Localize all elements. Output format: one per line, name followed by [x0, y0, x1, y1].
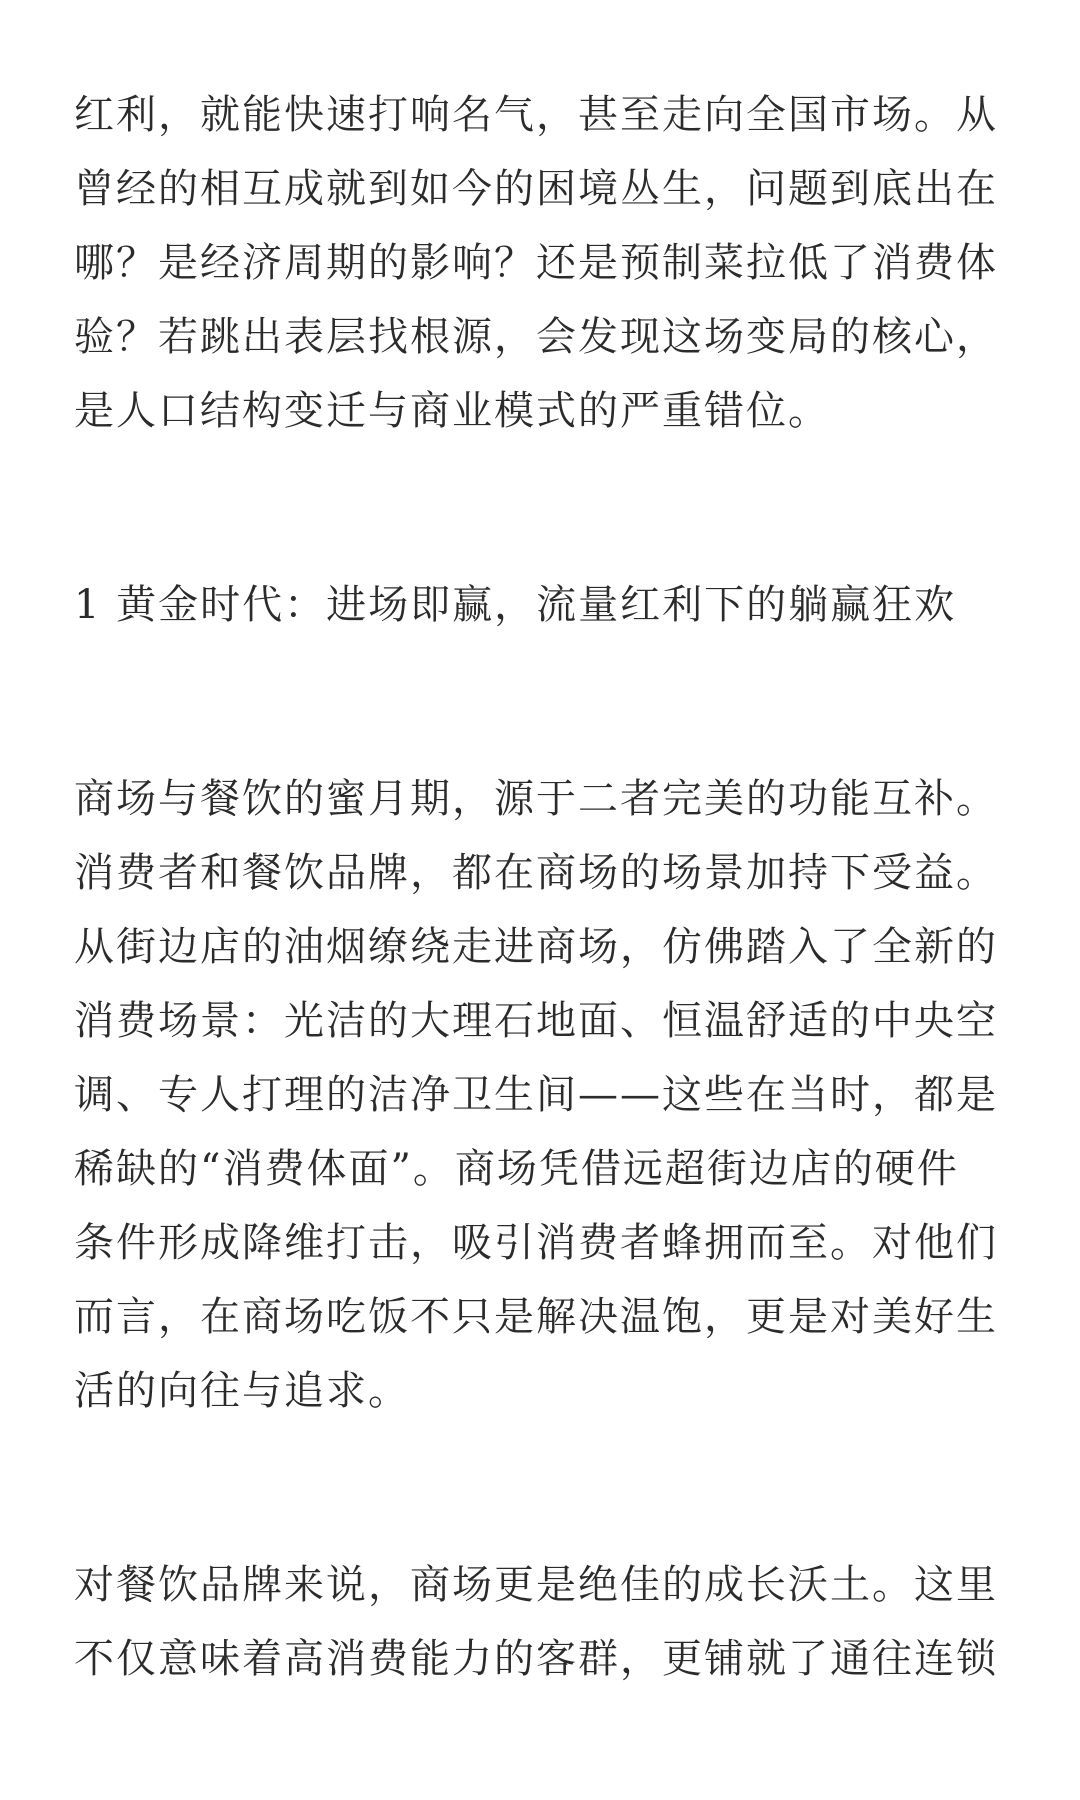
text-line: 条件形成降维打击，吸引消费者蜂拥而至。对他们	[74, 1220, 998, 1266]
text-line: 不仅意味着高消费能力的客群，更铺就了通往连锁	[74, 1636, 998, 1682]
article-body	[74, 78, 1016, 1696]
text-line: 商场与餐饮的蜜月期，源于二者完美的功能互补。	[74, 776, 998, 822]
text-line: 曾经的相互成就到如今的困境丛生，问题到底出在	[74, 166, 998, 212]
text-line: 对餐饮品牌来说，商场更是绝佳的成长沃土。这里	[74, 1562, 998, 1608]
text-line: 验？若跳出表层找根源，会发现这场变局的核心，	[74, 314, 998, 360]
intro-paragraph	[74, 78, 1016, 448]
text-line: 是人口结构变迁与商业模式的严重错位。	[74, 388, 830, 434]
text-line: 稀缺的“消费体面”。商场凭借远超街边店的硬件	[74, 1146, 959, 1192]
text-line: 红利，就能快速打响名气，甚至走向全国市场。从	[74, 92, 998, 138]
paragraph-spacer	[74, 448, 1016, 568]
text-line: 消费场景：光洁的大理石地面、恒温舒适的中央空	[74, 998, 998, 1044]
text-line: 活的向往与追求。	[74, 1368, 410, 1414]
paragraph-spacer	[74, 1428, 1016, 1548]
text-line: 哪？是经济周期的影响？还是预制菜拉低了消费体	[74, 240, 998, 286]
text-line: 消费者和餐饮品牌，都在商场的场景加持下受益。	[74, 850, 998, 896]
text-line: 而言，在商场吃饭不只是解决温饱，更是对美好生	[74, 1294, 998, 1340]
text-line: 从街边店的油烟缭绕走进商场，仿佛踏入了全新的	[74, 924, 998, 970]
body-paragraph-3	[74, 1548, 1016, 1696]
body-paragraph-2	[74, 762, 1016, 1428]
text-line: 调、专人打理的洁净卫生间——这些在当时，都是	[74, 1072, 998, 1118]
section-heading: 1 黄金时代：进场即赢，流量红利下的躺赢狂欢	[74, 582, 957, 628]
paragraph-spacer	[74, 642, 1016, 762]
